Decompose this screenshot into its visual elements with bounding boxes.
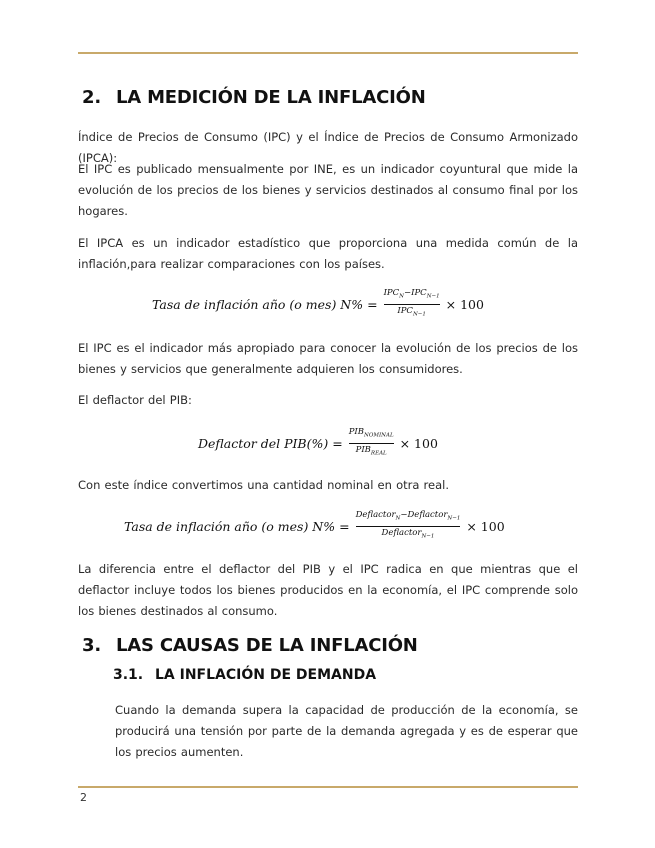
formula-lhs: Tasa de inflación año (o mes) N% = — [152, 296, 378, 312]
formula-numerator: $IPC_N-IPC_{N-1}$ — [383, 288, 440, 300]
section-title: LAS CAUSAS DE LA INFLACIÓN — [116, 635, 418, 656]
section-number: 3. — [82, 635, 101, 656]
subsection-number: 3.1. — [113, 667, 144, 683]
fraction-bar — [356, 526, 461, 527]
formula-numerator: Deflactor$_N$−Deflactor$_{N-1}$ — [355, 510, 461, 522]
section-heading-2 — [82, 87, 426, 108]
formula-denominator: Deflactor$_{N-1}$ — [381, 527, 435, 540]
section-title: LA MEDICIÓN DE LA INFLACIÓN — [116, 87, 426, 108]
paragraph-demand-inflation: Cuando la demanda supera la capacidad de producción de la economía, se producirá una tensión por parte de la demanda agregada y es de esperar que los precios aumenten. — [115, 703, 578, 759]
formula-multiplier: × 100 — [399, 435, 438, 451]
section-number: 2. — [82, 87, 101, 108]
formula-multiplier: × 100 — [445, 296, 484, 312]
formula-denominator: $IPC_{N-1}$ — [397, 305, 426, 318]
formula-fraction — [384, 288, 440, 320]
formula-lhs: Deflactor del PIB(%) = — [198, 435, 343, 451]
formula-deflactor-inflation-rate — [124, 510, 505, 542]
paragraph-ipc-definition: El IPC es publicado mensualmente por INE, es un indicador coyuntural que mide la evolución de los precios de los bienes y servicios destinados al consumo final por los hogares. — [78, 162, 578, 218]
formula-denominator: $PIB_{REAL}$ — [355, 444, 387, 457]
formula-multiplier: × 100 — [466, 518, 505, 534]
page-number: 2 — [80, 791, 87, 804]
subsection-heading-3-1 — [113, 667, 376, 683]
paragraph-nominal-real: Con este índice convertimos una cantidad nominal en otra real. — [78, 478, 449, 492]
formula-fraction — [349, 427, 394, 459]
fraction-bar — [349, 443, 394, 444]
footer-rule — [78, 786, 578, 788]
formula-ipc-inflation-rate — [152, 288, 484, 320]
paragraph-ipca-definition: El IPCA es un indicador estadístico que proporciona una medida común de la inflación,para realizar comparaciones con los países. — [78, 236, 578, 271]
paragraph-ipc-indicator: El IPC es el indicador más apropiado para conocer la evolución de los precios de los bienes y servicios que generalmente adquieren los consumidores. — [78, 341, 578, 376]
subsection-title: LA INFLACIÓN DE DEMANDA — [155, 667, 377, 683]
formula-numerator: $PIB_{NOMINAL}$ — [348, 427, 394, 439]
formula-deflactor-pib — [198, 427, 438, 459]
paragraph-deflactor-vs-ipc: La diferencia entre el deflactor del PIB y el IPC radica en que mientras que el deflactor incluye todos los bienes producidos en la economía, el IPC comprende solo los bienes destinados al consumo. — [78, 562, 578, 618]
paragraph-ipc-intro: Índice de Precios de Consumo (IPC) y el Índice de Precios de Consumo Armonizado (IPCA): — [78, 130, 578, 165]
formula-fraction — [356, 510, 461, 542]
paragraph-deflactor-intro: El deflactor del PIB: — [78, 393, 192, 407]
header-rule — [78, 52, 578, 54]
formula-lhs: Tasa de inflación año (o mes) N% = — [124, 518, 350, 534]
section-heading-3 — [82, 635, 418, 656]
fraction-bar — [384, 304, 440, 305]
